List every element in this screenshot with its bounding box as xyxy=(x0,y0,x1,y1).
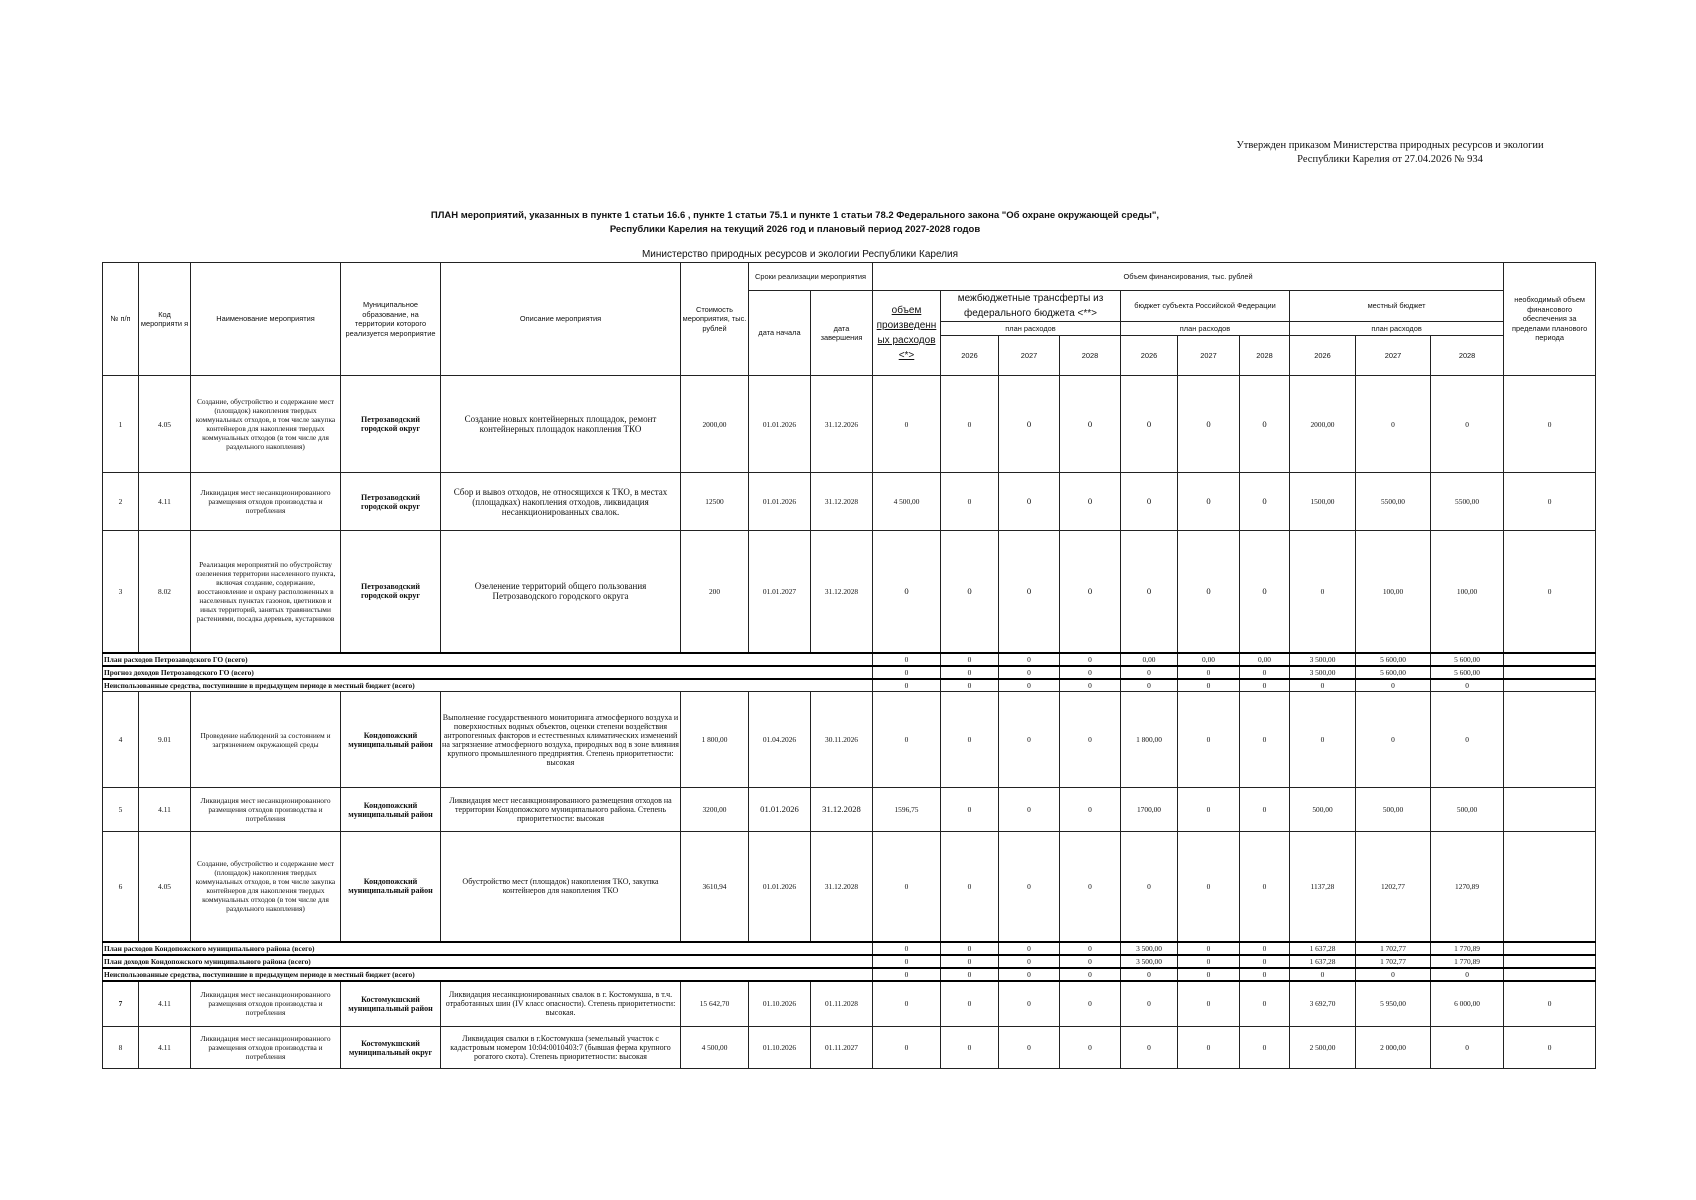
table-row xyxy=(103,692,1596,788)
cell-description: Создание новых контейнерных площадок, ремонт контейнерных площадок накопления ТКО xyxy=(441,376,681,473)
summary-regional-2026: 3 500,00 xyxy=(1121,942,1178,955)
cell-num: 7 xyxy=(103,981,139,1027)
cell-regional-2027: 0 xyxy=(1178,473,1240,531)
summary-federal-2027: 0 xyxy=(999,679,1060,692)
cell-name: Ликвидация мест несанкционированного размещения отходов производства и потребления xyxy=(191,473,341,531)
cell-local-2028: 100,00 xyxy=(1431,531,1504,653)
cell-start: 01.01.2026 xyxy=(749,376,811,473)
header-municipality: Муниципальное образование, на территории которого реализуется мероприятие xyxy=(341,263,441,376)
summary-row-petro-unused xyxy=(103,679,1596,692)
cell-federal-2026: 0 xyxy=(941,1027,999,1069)
header-financing: Объем финансирования, тыс. рублей xyxy=(873,263,1504,291)
cell-federal-2027: 0 xyxy=(999,531,1060,653)
cell-num: 8 xyxy=(103,1027,139,1069)
summary-federal-2027: 0 xyxy=(999,666,1060,679)
cell-local-2027: 0 xyxy=(1356,692,1431,788)
summary-label: Неиспользованные средства, поступившие в предыдущем периоде в местный бюджет (всего) xyxy=(103,679,873,692)
cell-description: Ликвидация свалки в г.Костомукша (земельный участок с кадастровым номером 10:04:0010403:7 (бывшая ферма крупного рогатого скота). Степень приоритетности: высокая xyxy=(441,1027,681,1069)
summary-federal-2026: 0 xyxy=(941,968,999,981)
header-federal-plan: план расходов xyxy=(941,322,1121,336)
cell-num: 5 xyxy=(103,788,139,832)
cell-municipality: Кондопожский муниципальный район xyxy=(341,788,441,832)
summary-local-2026: 1 637,28 xyxy=(1290,942,1356,955)
cell-federal-2026: 0 xyxy=(941,788,999,832)
cell-code: 4.11 xyxy=(139,981,191,1027)
cell-start: 01.01.2026 xyxy=(749,832,811,942)
summary-row-kond-income xyxy=(103,955,1596,968)
cell-name: Ликвидация мест несанкционированного размещения отходов производства и потребления xyxy=(191,981,341,1027)
summary-federal-2028: 0 xyxy=(1060,653,1121,666)
cell-end: 31.12.2028 xyxy=(811,788,873,832)
cell-local-2026: 1500,00 xyxy=(1290,473,1356,531)
cell-required: 0 xyxy=(1504,376,1596,473)
summary-federal-2028: 0 xyxy=(1060,942,1121,955)
summary-federal-2026: 0 xyxy=(941,666,999,679)
summary-local-2028: 5 600,00 xyxy=(1431,666,1504,679)
summary-row-petro-plan xyxy=(103,653,1596,666)
header-regional-2027: 2027 xyxy=(1178,336,1240,376)
summary-local-2027: 1 702,77 xyxy=(1356,942,1431,955)
cell-num: 3 xyxy=(103,531,139,653)
header-regional: бюджет субъекта Российской Федерации xyxy=(1121,291,1290,322)
table-row xyxy=(103,788,1596,832)
header-regional-plan: план расходов xyxy=(1121,322,1290,336)
cell-federal-2026: 0 xyxy=(941,981,999,1027)
cell-regional-2026: 0 xyxy=(1121,376,1178,473)
summary-regional-2027: 0 xyxy=(1178,942,1240,955)
header-code: Код мероприяти я xyxy=(139,263,191,376)
header-name: Наименование мероприятия xyxy=(191,263,341,376)
summary-local-2027: 0 xyxy=(1356,968,1431,981)
cell-volume: 0 xyxy=(873,692,941,788)
summary-regional-2027: 0 xyxy=(1178,955,1240,968)
summary-regional-2028: 0,00 xyxy=(1240,653,1290,666)
cell-local-2026: 2 500,00 xyxy=(1290,1027,1356,1069)
summary-required xyxy=(1504,955,1596,968)
cell-local-2028: 0 xyxy=(1431,376,1504,473)
cell-federal-2026: 0 xyxy=(941,832,999,942)
cell-federal-2028: 0 xyxy=(1060,531,1121,653)
cell-local-2026: 500,00 xyxy=(1290,788,1356,832)
summary-row-petro-income xyxy=(103,666,1596,679)
cell-end: 31.12.2026 xyxy=(811,376,873,473)
cell-regional-2027: 0 xyxy=(1178,692,1240,788)
cell-federal-2028: 0 xyxy=(1060,1027,1121,1069)
cell-federal-2028: 0 xyxy=(1060,832,1121,942)
summary-federal-2027: 0 xyxy=(999,968,1060,981)
header-local-plan: план расходов xyxy=(1290,322,1504,336)
cell-start: 01.04.2026 xyxy=(749,692,811,788)
cell-start: 01.10.2026 xyxy=(749,981,811,1027)
cell-regional-2026: 0 xyxy=(1121,531,1178,653)
cell-regional-2028: 0 xyxy=(1240,1027,1290,1069)
cell-volume: 0 xyxy=(873,981,941,1027)
header-required: необходимый объем финансового обеспечения за пределами планового периода xyxy=(1504,263,1596,376)
table-row xyxy=(103,473,1596,531)
summary-required xyxy=(1504,666,1596,679)
cell-federal-2028: 0 xyxy=(1060,788,1121,832)
cell-regional-2026: 0 xyxy=(1121,473,1178,531)
table-row xyxy=(103,531,1596,653)
summary-local-2026: 3 500,00 xyxy=(1290,666,1356,679)
header-local-2026: 2026 xyxy=(1290,336,1356,376)
cell-municipality: Кондопожский муниципальный район xyxy=(341,692,441,788)
summary-label: Прогноз доходов Петрозаводского ГО (всего) xyxy=(103,666,873,679)
cell-cost: 1 800,00 xyxy=(681,692,749,788)
summary-row-kond-unused xyxy=(103,968,1596,981)
cell-cost: 2000,00 xyxy=(681,376,749,473)
summary-regional-2026: 0 xyxy=(1121,968,1178,981)
cell-volume: 0 xyxy=(873,1027,941,1069)
cell-cost: 3610,94 xyxy=(681,832,749,942)
cell-local-2027: 500,00 xyxy=(1356,788,1431,832)
document-title xyxy=(380,209,1210,237)
cell-local-2028: 1270,89 xyxy=(1431,832,1504,942)
summary-regional-2027: 0 xyxy=(1178,679,1240,692)
cell-federal-2026: 0 xyxy=(941,376,999,473)
cell-code: 4.05 xyxy=(139,832,191,942)
cell-federal-2026: 0 xyxy=(941,473,999,531)
summary-local-2026: 0 xyxy=(1290,968,1356,981)
cell-regional-2026: 0 xyxy=(1121,1027,1178,1069)
cell-volume: 0 xyxy=(873,531,941,653)
summary-regional-2027: 0 xyxy=(1178,666,1240,679)
cell-code: 4.11 xyxy=(139,788,191,832)
cell-local-2028: 0 xyxy=(1431,692,1504,788)
summary-local-2026: 0 xyxy=(1290,679,1356,692)
cell-required xyxy=(1504,832,1596,942)
cell-description: Выполнение государственного мониторинга атмосферного воздуха и поверхностных водных объектов, оценки степени воздействия антропогенных факторов и естественных климатических изменений на загрязнение атмосферного воздуха, природных вод в зоне влияния крупного промышленного предприятия. Степень приоритетности: высокая xyxy=(441,692,681,788)
summary-federal-2027: 0 xyxy=(999,653,1060,666)
cell-municipality: Костомукшский муниципальный округ xyxy=(341,1027,441,1069)
cell-volume: 0 xyxy=(873,376,941,473)
cell-local-2028: 5500,00 xyxy=(1431,473,1504,531)
summary-label: План доходов Кондопожского муниципального района (всего) xyxy=(103,955,873,968)
cell-volume: 1596,75 xyxy=(873,788,941,832)
summary-regional-2028: 0 xyxy=(1240,666,1290,679)
cell-name: Реализация мероприятий по обустройству озеленения территории населенного пункта, включая создание, содержание, восстановление и охрану расположенных в населенных пунктах газонов, цветников и иных территорий, занятых травянистыми растениями, посадка деревьев, кустарников xyxy=(191,531,341,653)
cell-local-2028: 500,00 xyxy=(1431,788,1504,832)
summary-label: План расходов Кондопожского муниципального района (всего) xyxy=(103,942,873,955)
summary-regional-2027: 0 xyxy=(1178,968,1240,981)
summary-federal-2026: 0 xyxy=(941,955,999,968)
summary-federal-2028: 0 xyxy=(1060,666,1121,679)
cell-municipality: Кондопожский муниципальный район xyxy=(341,832,441,942)
cell-code: 4.11 xyxy=(139,473,191,531)
cell-regional-2026: 0 xyxy=(1121,981,1178,1027)
header-description: Описание мероприятия xyxy=(441,263,681,376)
cell-end: 31.12.2028 xyxy=(811,531,873,653)
summary-federal-2027: 0 xyxy=(999,955,1060,968)
table-row xyxy=(103,981,1596,1027)
cell-local-2026: 3 692,70 xyxy=(1290,981,1356,1027)
table-body xyxy=(103,376,1596,1069)
cell-local-2026: 1137,28 xyxy=(1290,832,1356,942)
summary-local-2027: 5 600,00 xyxy=(1356,666,1431,679)
table-row xyxy=(103,1027,1596,1069)
summary-regional-2027: 0,00 xyxy=(1178,653,1240,666)
cell-start: 01.01.2026 xyxy=(749,788,811,832)
cell-regional-2028: 0 xyxy=(1240,376,1290,473)
summary-federal-2028: 0 xyxy=(1060,679,1121,692)
summary-volume: 0 xyxy=(873,942,941,955)
cell-end: 30.11.2026 xyxy=(811,692,873,788)
cell-cost: 4 500,00 xyxy=(681,1027,749,1069)
cell-local-2028: 6 000,00 xyxy=(1431,981,1504,1027)
cell-description: Обустройство мест (площадок) накопления ТКО, закупка контейнеров для накопления ТКО xyxy=(441,832,681,942)
summary-volume: 0 xyxy=(873,653,941,666)
cell-federal-2027: 0 xyxy=(999,832,1060,942)
cell-cost: 200 xyxy=(681,531,749,653)
cell-end: 01.11.2027 xyxy=(811,1027,873,1069)
cell-num: 2 xyxy=(103,473,139,531)
summary-local-2026: 1 637,28 xyxy=(1290,955,1356,968)
header-regional-2028: 2028 xyxy=(1240,336,1290,376)
cell-local-2027: 100,00 xyxy=(1356,531,1431,653)
cell-federal-2028: 0 xyxy=(1060,692,1121,788)
summary-local-2028: 5 600,00 xyxy=(1431,653,1504,666)
cell-required: 0 xyxy=(1504,473,1596,531)
cell-regional-2026: 0 xyxy=(1121,832,1178,942)
header-federal-2027: 2027 xyxy=(999,336,1060,376)
cell-name: Создание, обустройство и содержание мест (площадок) накопления твердых коммунальных отходов, в том числе закупка контейнеров для накопления твердых коммунальных отходов (в том числе для раздельного накопления) xyxy=(191,376,341,473)
document-title-line-2: Республики Карелия на текущий 2026 год и плановый период 2027-2028 годов xyxy=(609,224,981,235)
cell-regional-2026: 1 800,00 xyxy=(1121,692,1178,788)
document-title-line-1: ПЛАН мероприятий, указанных в пункте 1 статьи 16.6 , пункте 1 статьи 75.1 и пункте 1 статьи 78.2 Федерального закона "Об охране окружающей среды", xyxy=(430,210,1160,221)
cell-local-2028: 0 xyxy=(1431,1027,1504,1069)
cell-start: 01.01.2027 xyxy=(749,531,811,653)
cell-local-2026: 0 xyxy=(1290,531,1356,653)
summary-required xyxy=(1504,679,1596,692)
cell-municipality: Костомукшский муниципальный район xyxy=(341,981,441,1027)
summary-local-2028: 0 xyxy=(1431,679,1504,692)
cell-federal-2027: 0 xyxy=(999,692,1060,788)
summary-local-2028: 1 770,89 xyxy=(1431,955,1504,968)
cell-regional-2027: 0 xyxy=(1178,788,1240,832)
header-start: дата начала xyxy=(749,291,811,376)
cell-end: 01.11.2028 xyxy=(811,981,873,1027)
cell-code: 4.05 xyxy=(139,376,191,473)
cell-cost: 12500 xyxy=(681,473,749,531)
header-terms: Сроки реализации мероприятия xyxy=(749,263,873,291)
summary-regional-2026: 0 xyxy=(1121,666,1178,679)
summary-federal-2026: 0 xyxy=(941,679,999,692)
header-federal-2026: 2026 xyxy=(941,336,999,376)
cell-municipality: Петрозаводский городской округ xyxy=(341,531,441,653)
cell-num: 1 xyxy=(103,376,139,473)
approval-line-1: Утвержден приказом Министерства природных ресурсов и экологии xyxy=(1236,140,1544,151)
summary-local-2027: 1 702,77 xyxy=(1356,955,1431,968)
cell-federal-2026: 0 xyxy=(941,531,999,653)
cell-cost: 15 642,70 xyxy=(681,981,749,1027)
cell-local-2027: 5500,00 xyxy=(1356,473,1431,531)
summary-required xyxy=(1504,968,1596,981)
cell-federal-2027: 0 xyxy=(999,473,1060,531)
cell-federal-2028: 0 xyxy=(1060,376,1121,473)
header-federal-2028: 2028 xyxy=(1060,336,1121,376)
header-federal: межбюджетные трансферты из федерального бюджета <**> xyxy=(941,291,1121,322)
plan-table xyxy=(102,262,1596,1069)
cell-regional-2027: 0 xyxy=(1178,1027,1240,1069)
summary-regional-2026: 0 xyxy=(1121,679,1178,692)
approval-note xyxy=(1180,139,1600,167)
cell-required xyxy=(1504,692,1596,788)
cell-municipality: Петрозаводский городской округ xyxy=(341,473,441,531)
summary-regional-2026: 0,00 xyxy=(1121,653,1178,666)
cell-regional-2028: 0 xyxy=(1240,788,1290,832)
summary-federal-2027: 0 xyxy=(999,942,1060,955)
cell-code: 8.02 xyxy=(139,531,191,653)
summary-local-2028: 1 770,89 xyxy=(1431,942,1504,955)
summary-federal-2028: 0 xyxy=(1060,968,1121,981)
cell-regional-2028: 0 xyxy=(1240,531,1290,653)
cell-num: 4 xyxy=(103,692,139,788)
summary-label: План расходов Петрозаводского ГО (всего) xyxy=(103,653,873,666)
cell-code: 9.01 xyxy=(139,692,191,788)
cell-federal-2028: 0 xyxy=(1060,981,1121,1027)
cell-regional-2027: 0 xyxy=(1178,832,1240,942)
cell-cost: 3200,00 xyxy=(681,788,749,832)
cell-regional-2028: 0 xyxy=(1240,981,1290,1027)
cell-volume: 4 500,00 xyxy=(873,473,941,531)
cell-start: 01.01.2026 xyxy=(749,473,811,531)
cell-description: Ликвидация несанкционированных свалок в г. Костомукша, в т.ч. отработанных шин (IV класс опасности). Степень приоритетности: высокая. xyxy=(441,981,681,1027)
header-num: № п/п xyxy=(103,263,139,376)
cell-name: Ликвидация мест несанкционированного размещения отходов производства и потребления xyxy=(191,1027,341,1069)
summary-volume: 0 xyxy=(873,679,941,692)
summary-local-2026: 3 500,00 xyxy=(1290,653,1356,666)
header-cost: Стоимость мероприятия, тыс. рублей xyxy=(681,263,749,376)
summary-volume: 0 xyxy=(873,955,941,968)
summary-regional-2026: 3 500,00 xyxy=(1121,955,1178,968)
cell-federal-2028: 0 xyxy=(1060,473,1121,531)
cell-required xyxy=(1504,788,1596,832)
cell-name: Ликвидация мест несанкционированного размещения отходов производства и потребления xyxy=(191,788,341,832)
cell-regional-2028: 0 xyxy=(1240,692,1290,788)
cell-num: 6 xyxy=(103,832,139,942)
summary-required xyxy=(1504,653,1596,666)
cell-local-2026: 0 xyxy=(1290,692,1356,788)
table-row xyxy=(103,376,1596,473)
summary-local-2028: 0 xyxy=(1431,968,1504,981)
summary-label: Неиспользованные средства, поступившие в предыдущем периоде в местный бюджет (всего) xyxy=(103,968,873,981)
summary-local-2027: 5 600,00 xyxy=(1356,653,1431,666)
cell-regional-2026: 1700,00 xyxy=(1121,788,1178,832)
cell-required: 0 xyxy=(1504,1027,1596,1069)
summary-volume: 0 xyxy=(873,968,941,981)
cell-required: 0 xyxy=(1504,981,1596,1027)
cell-regional-2027: 0 xyxy=(1178,376,1240,473)
cell-end: 31.12.2028 xyxy=(811,832,873,942)
summary-federal-2028: 0 xyxy=(1060,955,1121,968)
summary-regional-2028: 0 xyxy=(1240,955,1290,968)
cell-start: 01.10.2026 xyxy=(749,1027,811,1069)
cell-code: 4.11 xyxy=(139,1027,191,1069)
table-row xyxy=(103,832,1596,942)
cell-local-2027: 2 000,00 xyxy=(1356,1027,1431,1069)
cell-federal-2026: 0 xyxy=(941,692,999,788)
approval-line-2: Республики Карелия от 27.04.2026 № 934 xyxy=(1297,154,1483,165)
cell-regional-2028: 0 xyxy=(1240,832,1290,942)
cell-description: Озеленение территорий общего пользования Петрозаводского городского округа xyxy=(441,531,681,653)
summary-row-kond-plan xyxy=(103,942,1596,955)
summary-required xyxy=(1504,942,1596,955)
summary-federal-2026: 0 xyxy=(941,653,999,666)
cell-name: Создание, обустройство и содержание мест (площадок) накопления твердых коммунальных отходов, в том числе закупка контейнеров для накопления твердых коммунальных отходов (в том числе для раздельного накопления) xyxy=(191,832,341,942)
cell-regional-2028: 0 xyxy=(1240,473,1290,531)
table-header xyxy=(103,263,1596,376)
header-end: дата завершения xyxy=(811,291,873,376)
cell-local-2027: 0 xyxy=(1356,376,1431,473)
header-local-2027: 2027 xyxy=(1356,336,1431,376)
cell-federal-2027: 0 xyxy=(999,376,1060,473)
header-volume: объем произведенн ых расходов <*> xyxy=(873,291,941,376)
cell-federal-2027: 0 xyxy=(999,1027,1060,1069)
cell-regional-2027: 0 xyxy=(1178,531,1240,653)
summary-regional-2028: 0 xyxy=(1240,679,1290,692)
summary-regional-2028: 0 xyxy=(1240,942,1290,955)
cell-name: Проведение наблюдений за состоянием и загрязнением окружающей среды xyxy=(191,692,341,788)
cell-federal-2027: 0 xyxy=(999,981,1060,1027)
cell-end: 31.12.2028 xyxy=(811,473,873,531)
cell-federal-2027: 0 xyxy=(999,788,1060,832)
cell-municipality: Петрозаводский городской округ xyxy=(341,376,441,473)
cell-description: Ликвидация мест несанкционированного размещения отходов на территории Кондопожского муниципального района. Степень приоритетности: высокая xyxy=(441,788,681,832)
header-local: местный бюджет xyxy=(1290,291,1504,322)
header-local-2028: 2028 xyxy=(1431,336,1504,376)
summary-local-2027: 0 xyxy=(1356,679,1431,692)
summary-regional-2028: 0 xyxy=(1240,968,1290,981)
cell-description: Сбор и вывоз отходов, не относящихся к ТКО, в местах (площадках) накопления отходов, ликвидация несанкционированных свалок. xyxy=(441,473,681,531)
cell-local-2027: 5 950,00 xyxy=(1356,981,1431,1027)
cell-local-2027: 1202,77 xyxy=(1356,832,1431,942)
cell-required: 0 xyxy=(1504,531,1596,653)
cell-volume: 0 xyxy=(873,832,941,942)
summary-federal-2026: 0 xyxy=(941,942,999,955)
ministry-name: Министерство природных ресурсов и экологии Республики Карелия xyxy=(641,249,959,260)
summary-volume: 0 xyxy=(873,666,941,679)
cell-local-2026: 2000,00 xyxy=(1290,376,1356,473)
header-regional-2026: 2026 xyxy=(1121,336,1178,376)
cell-regional-2027: 0 xyxy=(1178,981,1240,1027)
